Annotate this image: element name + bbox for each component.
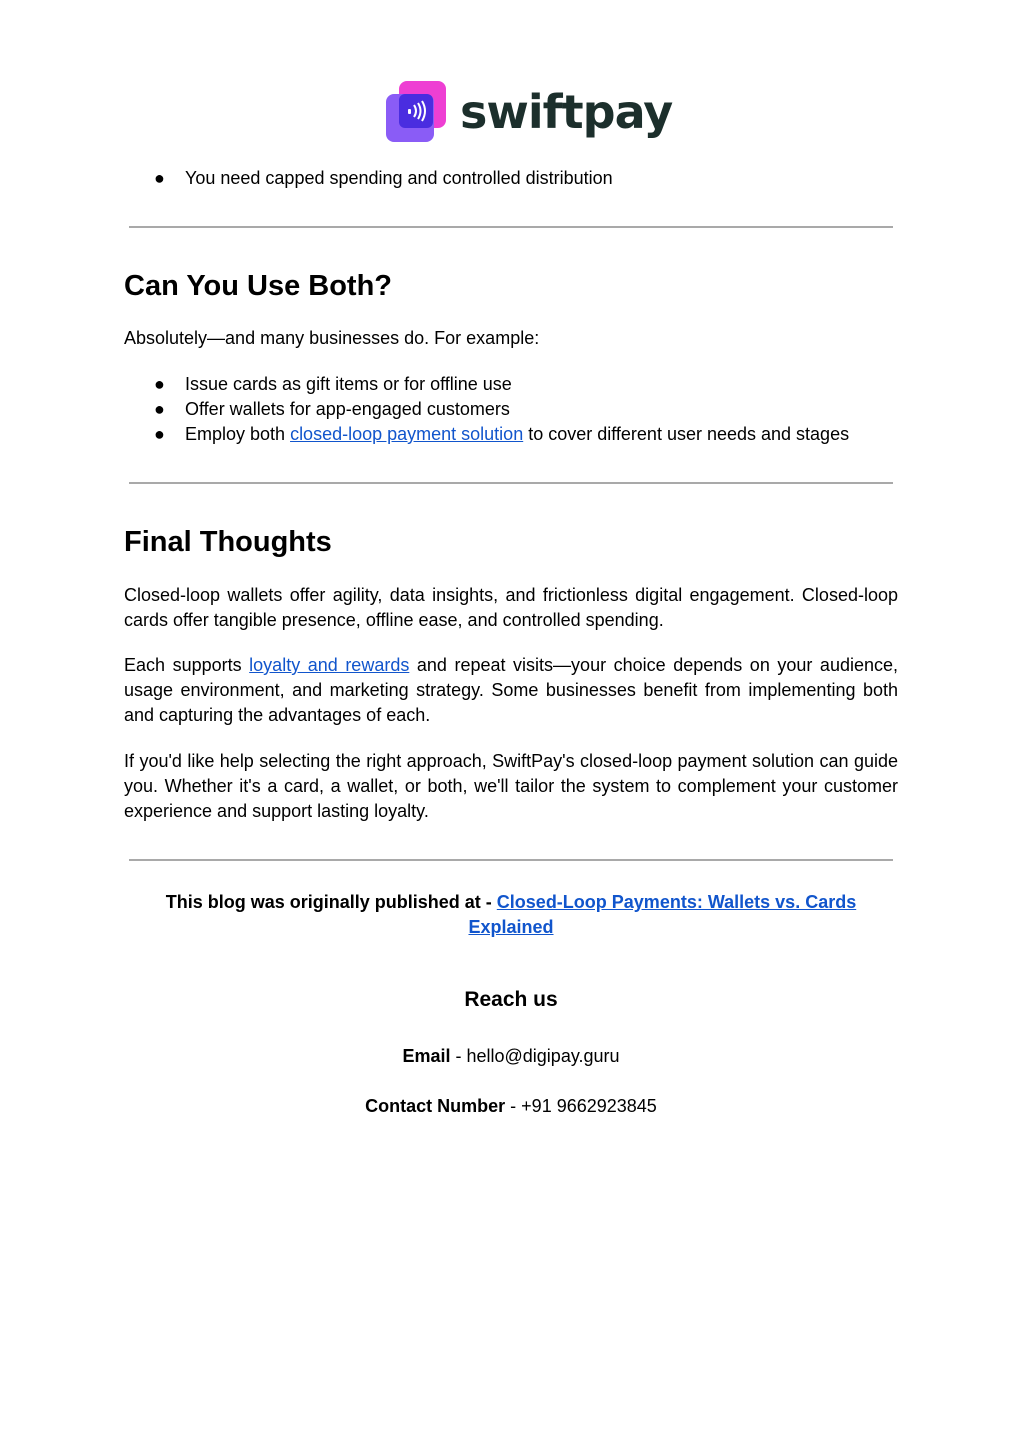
loyalty-and-rewards-link[interactable]: loyalty and rewards <box>249 655 410 675</box>
heading-can-you-use-both: Can You Use Both? <box>124 270 392 302</box>
both-bullet-list <box>124 372 849 447</box>
reach-us-heading: Reach us <box>464 988 558 1011</box>
list-item: ● Issue cards as gift items or for offline use <box>124 372 849 397</box>
bullet-icon: ● <box>154 168 165 188</box>
heading-final-thoughts: Final Thoughts <box>124 526 332 558</box>
email-value: hello@digipay.guru <box>466 1046 620 1066</box>
intro-bullet-list <box>124 166 613 191</box>
swiftpay-logo-icon <box>386 81 448 143</box>
brand-name: swiftpay <box>460 85 673 139</box>
list-item: ● Employ both closed-loop payment solution to cover different user needs and stages <box>124 422 849 447</box>
final-paragraph-2: Each supports loyalty and rewards and repeat visits—your choice depends on your audience, usage environment, and marketing strategy. Some businesses benefit from implementing both and capturing the advantages of each. <box>124 655 898 725</box>
final-paragraph-3: If you'd like help selecting the right approach, SwiftPay's closed-loop payment solution can guide you. Whether it's a card, a wallet, or both, we'll tailor the system to complement your customer experience and support lasting loyalty. <box>124 751 898 821</box>
contact-number-label: Contact Number <box>365 1096 506 1116</box>
original-post-link[interactable]: Closed-Loop Payments: Wallets vs. Cards Explained <box>468 892 857 937</box>
divider <box>129 859 893 861</box>
list-item: ● You need capped spending and controlled distribution <box>124 166 613 191</box>
closed-loop-payment-solution-link[interactable]: closed-loop payment solution <box>290 424 524 444</box>
bullet-icon: ● <box>154 399 165 419</box>
contact-number-line: Contact Number - +91 9662923845 <box>365 1096 657 1116</box>
both-intro-paragraph: Absolutely—and many businesses do. For example: <box>124 328 540 348</box>
email-line: Email - hello@digipay.guru <box>402 1046 620 1066</box>
final-paragraph-1: Closed-loop wallets offer agility, data insights, and frictionless digital engagement. Closed-loop cards offer tangible presence, offline ease, and controlled spending. <box>124 585 898 630</box>
bullet-icon: ● <box>154 374 165 394</box>
contactless-icon <box>404 99 430 123</box>
divider <box>129 482 893 484</box>
email-label: Email <box>402 1046 451 1066</box>
bullet-icon: ● <box>154 424 165 444</box>
list-item: ● Offer wallets for app-engaged customers <box>124 397 849 422</box>
contact-number-value: +91 9662923845 <box>521 1096 657 1116</box>
published-notice: This blog was originally published at - Closed-Loop Payments: Wallets vs. Cards Explained <box>165 892 857 937</box>
brand-logo <box>386 80 672 144</box>
divider <box>129 226 893 228</box>
